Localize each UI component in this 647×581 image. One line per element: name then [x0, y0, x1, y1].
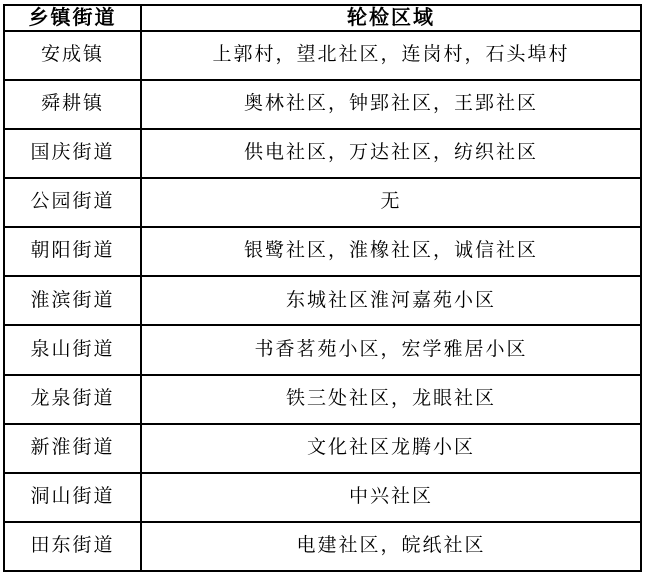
region-cell: 奥林社区，钟郢社区，王郢社区: [141, 80, 641, 129]
table-row: [4, 80, 641, 129]
region-cell: 无: [141, 178, 641, 227]
header-row: [4, 5, 641, 31]
inspection-table-container: [3, 4, 640, 572]
town-cell: 龙泉街道: [4, 375, 141, 424]
town-cell: 朝阳街道: [4, 227, 141, 276]
town-cell: 洞山街道: [4, 473, 141, 522]
town-cell: 国庆街道: [4, 129, 141, 178]
region-cell: 上郭村，望北社区，连岗村，石头埠村: [141, 31, 641, 80]
table-row: [4, 129, 641, 178]
column-header-town: 乡镇街道: [4, 5, 141, 31]
region-cell: 铁三处社区，龙眼社区: [141, 375, 641, 424]
column-header-region: 轮检区域: [141, 5, 641, 31]
town-cell: 淮滨街道: [4, 276, 141, 325]
region-cell: 电建社区，皖纸社区: [141, 522, 641, 571]
table-row: [4, 276, 641, 325]
table-row: [4, 31, 641, 80]
inspection-table: [3, 4, 642, 572]
table-row: [4, 473, 641, 522]
region-cell: 文化社区龙腾小区: [141, 424, 641, 473]
table-row: [4, 178, 641, 227]
region-cell: 东城社区淮河嘉苑小区: [141, 276, 641, 325]
region-cell: 中兴社区: [141, 473, 641, 522]
table-row: [4, 375, 641, 424]
town-cell: 舜耕镇: [4, 80, 141, 129]
region-cell: 供电社区，万达社区，纺织社区: [141, 129, 641, 178]
town-cell: 田东街道: [4, 522, 141, 571]
town-cell: 安成镇: [4, 31, 141, 80]
region-cell: 银鹭社区，淮橡社区，诚信社区: [141, 227, 641, 276]
table-row: [4, 424, 641, 473]
region-cell: 书香茗苑小区，宏学雅居小区: [141, 325, 641, 374]
table-row: [4, 522, 641, 571]
town-cell: 泉山街道: [4, 325, 141, 374]
town-cell: 公园街道: [4, 178, 141, 227]
table-row: [4, 227, 641, 276]
town-cell: 新淮街道: [4, 424, 141, 473]
table-row: [4, 325, 641, 374]
